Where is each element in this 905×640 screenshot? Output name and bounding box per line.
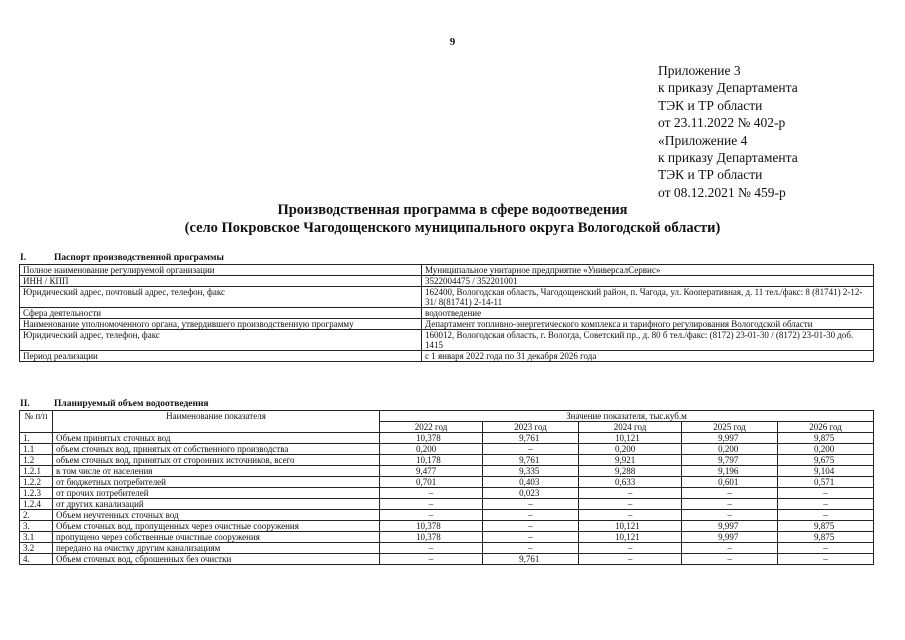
year-header: 2022 год: [380, 422, 483, 433]
row-number: 1.2.1: [20, 466, 53, 477]
row-value: 9,196: [682, 466, 778, 477]
volume-row: [20, 554, 874, 565]
row-value: 9,875: [778, 433, 874, 444]
row-value: 0,200: [682, 444, 778, 455]
row-value: –: [778, 543, 874, 554]
row-value: 9,761: [483, 433, 579, 444]
row-value: 9,761: [483, 554, 579, 565]
row-number: 3.1: [20, 532, 53, 543]
row-value: 9,997: [682, 532, 778, 543]
passport-label: Сфера деятельности: [20, 308, 422, 319]
row-number: 1.: [20, 433, 53, 444]
passport-label: Юридический адрес, почтовый адрес, телефон, факс: [20, 287, 422, 308]
passport-label: ИНН / КПП: [20, 276, 422, 287]
section-2-heading: [20, 399, 209, 409]
passport-row: [20, 276, 874, 287]
row-number: 4.: [20, 554, 53, 565]
row-name: от бюджетных потребителей: [53, 477, 380, 488]
appendix-line: Приложение 3: [658, 63, 741, 78]
row-value: –: [483, 510, 579, 521]
appendix-line: от 08.12.2021 № 459-р: [658, 184, 786, 200]
year-header: 2024 год: [579, 422, 682, 433]
row-value: 9,921: [579, 455, 682, 466]
row-value: –: [682, 554, 778, 565]
passport-value: Департамент топливно-энергетического комплекса и тарифного регулирования Вологодской области: [422, 319, 874, 330]
passport-label: Наименование уполномоченного органа, утвердившего производственную программу: [20, 319, 422, 330]
row-value: 0,701: [380, 477, 483, 488]
row-value: 10,121: [579, 433, 682, 444]
section-title: Планируемый объем водоотведения: [54, 399, 209, 409]
row-value: –: [483, 499, 579, 510]
row-value: –: [682, 488, 778, 499]
row-name: в том числе от населения: [53, 466, 380, 477]
row-value: 10,378: [380, 433, 483, 444]
appendix-block: [658, 62, 798, 201]
row-value: 9,875: [778, 532, 874, 543]
volume-row: [20, 477, 874, 488]
section-title: Паспорт производственной программы: [54, 253, 224, 263]
page-number: 9: [449, 36, 456, 48]
row-value: 10,121: [579, 532, 682, 543]
row-value: 0,023: [483, 488, 579, 499]
passport-row: [20, 330, 874, 351]
volume-row: [20, 455, 874, 466]
volume-row: [20, 543, 874, 554]
passport-value: водоотведение: [422, 308, 874, 319]
appendix-line: ТЭК и ТР области: [658, 97, 763, 113]
section-1-heading: [20, 253, 224, 263]
passport-label: Период реализации: [20, 351, 422, 362]
row-number: 1.2.3: [20, 488, 53, 499]
row-value: 9,675: [778, 455, 874, 466]
row-name: от прочих потребителей: [53, 488, 380, 499]
passport-row: [20, 319, 874, 330]
passport-value: Муниципальное унитарное предприятие «УниверсалСервис»: [422, 265, 874, 276]
row-value: 10,378: [380, 532, 483, 543]
row-value: 9,477: [380, 466, 483, 477]
row-value: 0,200: [380, 444, 483, 455]
appendix-line: «Приложение 4: [658, 132, 748, 148]
row-value: –: [579, 510, 682, 521]
row-value: –: [579, 554, 682, 565]
col-header-number: № п/п: [20, 411, 53, 433]
volume-row: [20, 510, 874, 521]
section-number: I.: [20, 253, 27, 263]
volume-row: [20, 433, 874, 444]
volume-row: [20, 532, 874, 543]
appendix-line: от 23.11.2022 № 402-р: [658, 115, 786, 131]
row-value: 0,403: [483, 477, 579, 488]
row-number: 1.2: [20, 455, 53, 466]
row-name: Объем принятых сточных вод: [53, 433, 380, 444]
row-value: 0,633: [579, 477, 682, 488]
row-value: –: [380, 510, 483, 521]
col-header-values: Значение показателя, тыс.куб.м: [380, 411, 874, 422]
year-header: 2026 год: [778, 422, 874, 433]
appendix-line: ТЭК и ТР области: [658, 167, 763, 183]
volume-row: [20, 499, 874, 510]
row-value: –: [380, 554, 483, 565]
row-value: –: [682, 510, 778, 521]
row-value: –: [682, 543, 778, 554]
appendix-line: к приказу Департамента: [658, 150, 798, 166]
row-number: 1.2.4: [20, 499, 53, 510]
row-value: –: [579, 488, 682, 499]
row-name: передано на очистку другим канализациям: [53, 543, 380, 554]
row-value: –: [778, 488, 874, 499]
row-name: пропущено через собственные очистные сооружения: [53, 532, 380, 543]
row-number: 1.2.2: [20, 477, 53, 488]
row-value: –: [579, 543, 682, 554]
passport-row: [20, 287, 874, 308]
row-value: 0,200: [778, 444, 874, 455]
row-name: Объем неучтенных сточных вод: [53, 510, 380, 521]
row-value: 9,335: [483, 466, 579, 477]
passport-label: Юридический адрес, телефон, факс: [20, 330, 422, 351]
title-line-2: (село Покровское Чагодощенского муниципального округа Вологодской области): [184, 220, 721, 236]
passport-row: [20, 308, 874, 319]
row-value: –: [579, 499, 682, 510]
row-value: 0,200: [579, 444, 682, 455]
row-value: 0,601: [682, 477, 778, 488]
passport-value: 162400, Вологодская область, Чагодощенский район, п. Чагода, ул. Кооперативная, д. 11 тел./факс: 8 (81741) 2-12-31/ 8(81741) 2-14-11: [422, 287, 874, 308]
volume-row: [20, 521, 874, 532]
row-value: –: [483, 532, 579, 543]
row-name: объем сточных вод, принятых от сторонних источников, всего: [53, 455, 380, 466]
appendix-line: к приказу Департамента: [658, 80, 798, 96]
row-value: 9,104: [778, 466, 874, 477]
row-name: от других канализаций: [53, 499, 380, 510]
document-title: [0, 201, 905, 237]
row-value: 0,571: [778, 477, 874, 488]
row-value: 9,797: [682, 455, 778, 466]
row-number: 2.: [20, 510, 53, 521]
col-header-name: Наименование показателя: [53, 411, 380, 433]
volume-table: [19, 410, 874, 565]
row-name: объем сточных вод, принятых от собственного производства: [53, 444, 380, 455]
year-header: 2023 год: [483, 422, 579, 433]
row-value: 9,997: [682, 433, 778, 444]
title-line-1: Производственная программа в сфере водоотведения: [277, 202, 628, 218]
row-number: 3.: [20, 521, 53, 532]
row-value: 10,121: [579, 521, 682, 532]
row-value: 9,288: [579, 466, 682, 477]
passport-value: 160012, Вологодская область, г. Вологда, Советский пр., д. 80 б тел./факс: (8172) 23-01-30 / (8172) 23-01-30 доб. 1415: [422, 330, 874, 351]
passport-table: [19, 264, 874, 362]
row-number: 3.2: [20, 543, 53, 554]
row-value: –: [380, 543, 483, 554]
row-value: –: [483, 543, 579, 554]
passport-label: Полное наименование регулируемой организации: [20, 265, 422, 276]
row-value: –: [682, 499, 778, 510]
row-value: –: [483, 521, 579, 532]
row-value: –: [483, 444, 579, 455]
row-value: 10,178: [380, 455, 483, 466]
row-number: 1.1: [20, 444, 53, 455]
passport-value: с 1 января 2022 года по 31 декабря 2026 года: [422, 351, 874, 362]
row-value: 9,997: [682, 521, 778, 532]
year-header: 2025 год: [682, 422, 778, 433]
row-value: 9,761: [483, 455, 579, 466]
row-value: –: [778, 554, 874, 565]
row-name: Объем сточных вод, сброшенных без очистки: [53, 554, 380, 565]
row-value: 9,875: [778, 521, 874, 532]
passport-row: [20, 351, 874, 362]
passport-value: 3522004475 / 352201001: [422, 276, 874, 287]
row-value: 10,378: [380, 521, 483, 532]
row-value: –: [380, 499, 483, 510]
volume-row: [20, 444, 874, 455]
row-value: –: [778, 499, 874, 510]
volume-row: [20, 488, 874, 499]
row-value: –: [380, 488, 483, 499]
row-name: Объем сточных вод, пропущенных через очистные сооружения: [53, 521, 380, 532]
row-value: –: [778, 510, 874, 521]
volume-row: [20, 466, 874, 477]
section-number: II.: [20, 399, 30, 409]
passport-row: [20, 265, 874, 276]
